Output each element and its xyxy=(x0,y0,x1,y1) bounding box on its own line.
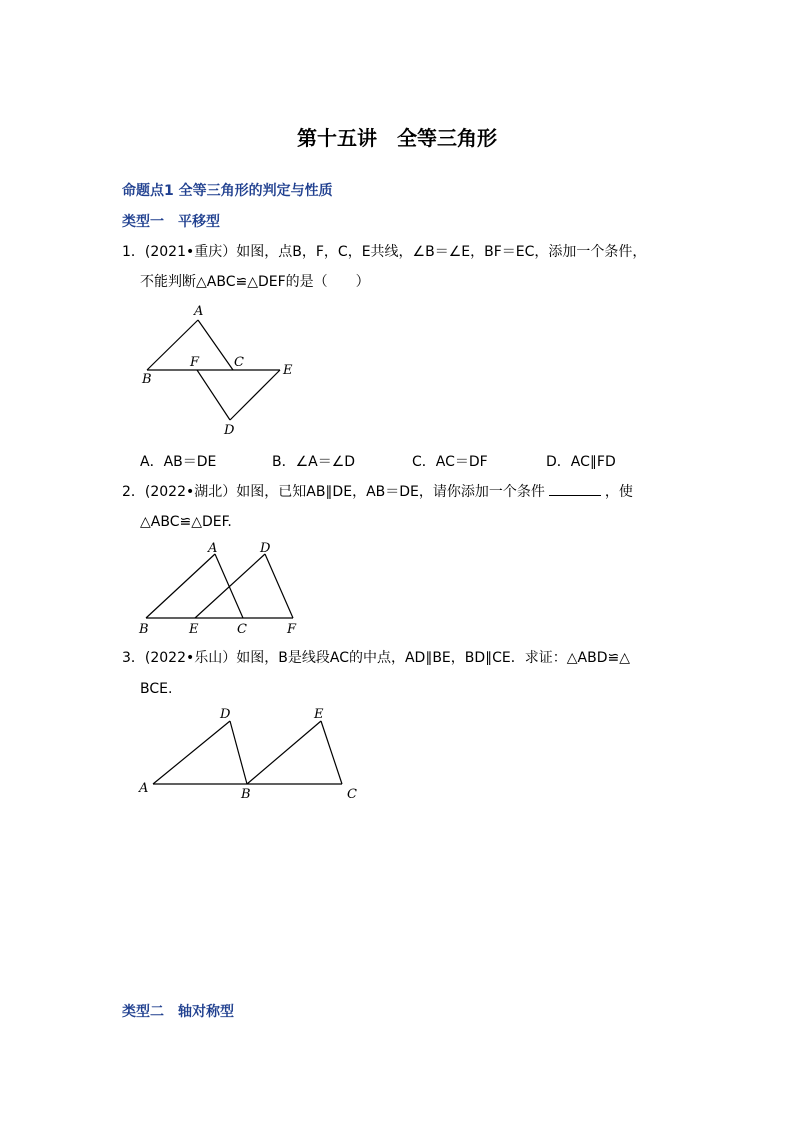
q1-segment-DE xyxy=(230,370,280,420)
q1-line1: 1．(2021•重庆）如图，点B，F，C，E共线，∠B＝∠E，BF＝EC，添加一个条件， xyxy=(122,244,647,260)
q3-segment-AD xyxy=(153,721,230,784)
q1-option-b[interactable]: B．∠A＝∠D xyxy=(272,454,356,470)
q3-line1: 3．(2022•乐山）如图，B是线段AC的中点，AD∥BE，BD∥CE．求证：△ABD≌△ xyxy=(122,650,631,666)
q1-option-a[interactable]: A．AB＝DE xyxy=(140,454,217,470)
q2-label-a: A xyxy=(208,541,218,556)
q3-label-c: C xyxy=(347,787,357,802)
q3-label-a: A xyxy=(139,781,149,796)
q3-segment-EC xyxy=(321,721,342,784)
q1-label-f: F xyxy=(190,355,200,370)
q1-segment-FD xyxy=(197,370,230,420)
q2-label-b: B xyxy=(139,622,149,637)
q1-label-a: A xyxy=(194,304,204,319)
q2-label-c: C xyxy=(237,622,247,637)
q1-line2: 不能判断△ABC≌△DEF的是（ ） xyxy=(140,274,370,290)
q3-label-b: B xyxy=(241,787,251,802)
q2-segment-AC xyxy=(215,554,243,618)
q2-text-before-blank: 2．(2022•湖北）如图，已知AB∥DE，AB＝DE，请你添加一个条件 xyxy=(122,484,545,500)
q3-segment-DB xyxy=(230,721,247,784)
q2-figure xyxy=(130,538,310,638)
q2-label-e: E xyxy=(189,622,199,637)
q2-label-f: F xyxy=(287,622,297,637)
q2-line1 xyxy=(122,482,633,502)
q1-segment-AC xyxy=(198,320,233,370)
q1-option-c[interactable]: C．AC＝DF xyxy=(412,454,488,470)
q3-figure xyxy=(130,700,370,810)
section-heading: 命题点1 全等三角形的判定与性质 xyxy=(122,183,333,199)
type-heading-1: 类型一 平移型 xyxy=(122,214,220,230)
q3-label-e: E xyxy=(314,707,324,722)
q1-option-d[interactable]: D．AC∥FD xyxy=(546,454,616,470)
q3-label-d: D xyxy=(220,707,231,722)
q2-label-d: D xyxy=(260,541,271,556)
q2-segment-DF xyxy=(265,554,293,618)
q1-label-e: E xyxy=(283,363,293,378)
type-heading-2: 类型二 轴对称型 xyxy=(122,1004,234,1020)
q1-figure xyxy=(130,300,310,440)
q1-label-d: D xyxy=(224,423,235,438)
q1-label-c: C xyxy=(234,355,244,370)
answer-blank[interactable] xyxy=(549,495,601,496)
q2-line2: △ABC≌△DEF. xyxy=(140,514,232,530)
q2-text-after-blank: ，使 xyxy=(604,484,633,500)
q3-line2: BCE. xyxy=(140,681,173,697)
page-title: 第十五讲 全等三角形 xyxy=(297,126,497,150)
q1-label-b: B xyxy=(142,372,152,387)
q3-segment-BE xyxy=(247,721,321,784)
